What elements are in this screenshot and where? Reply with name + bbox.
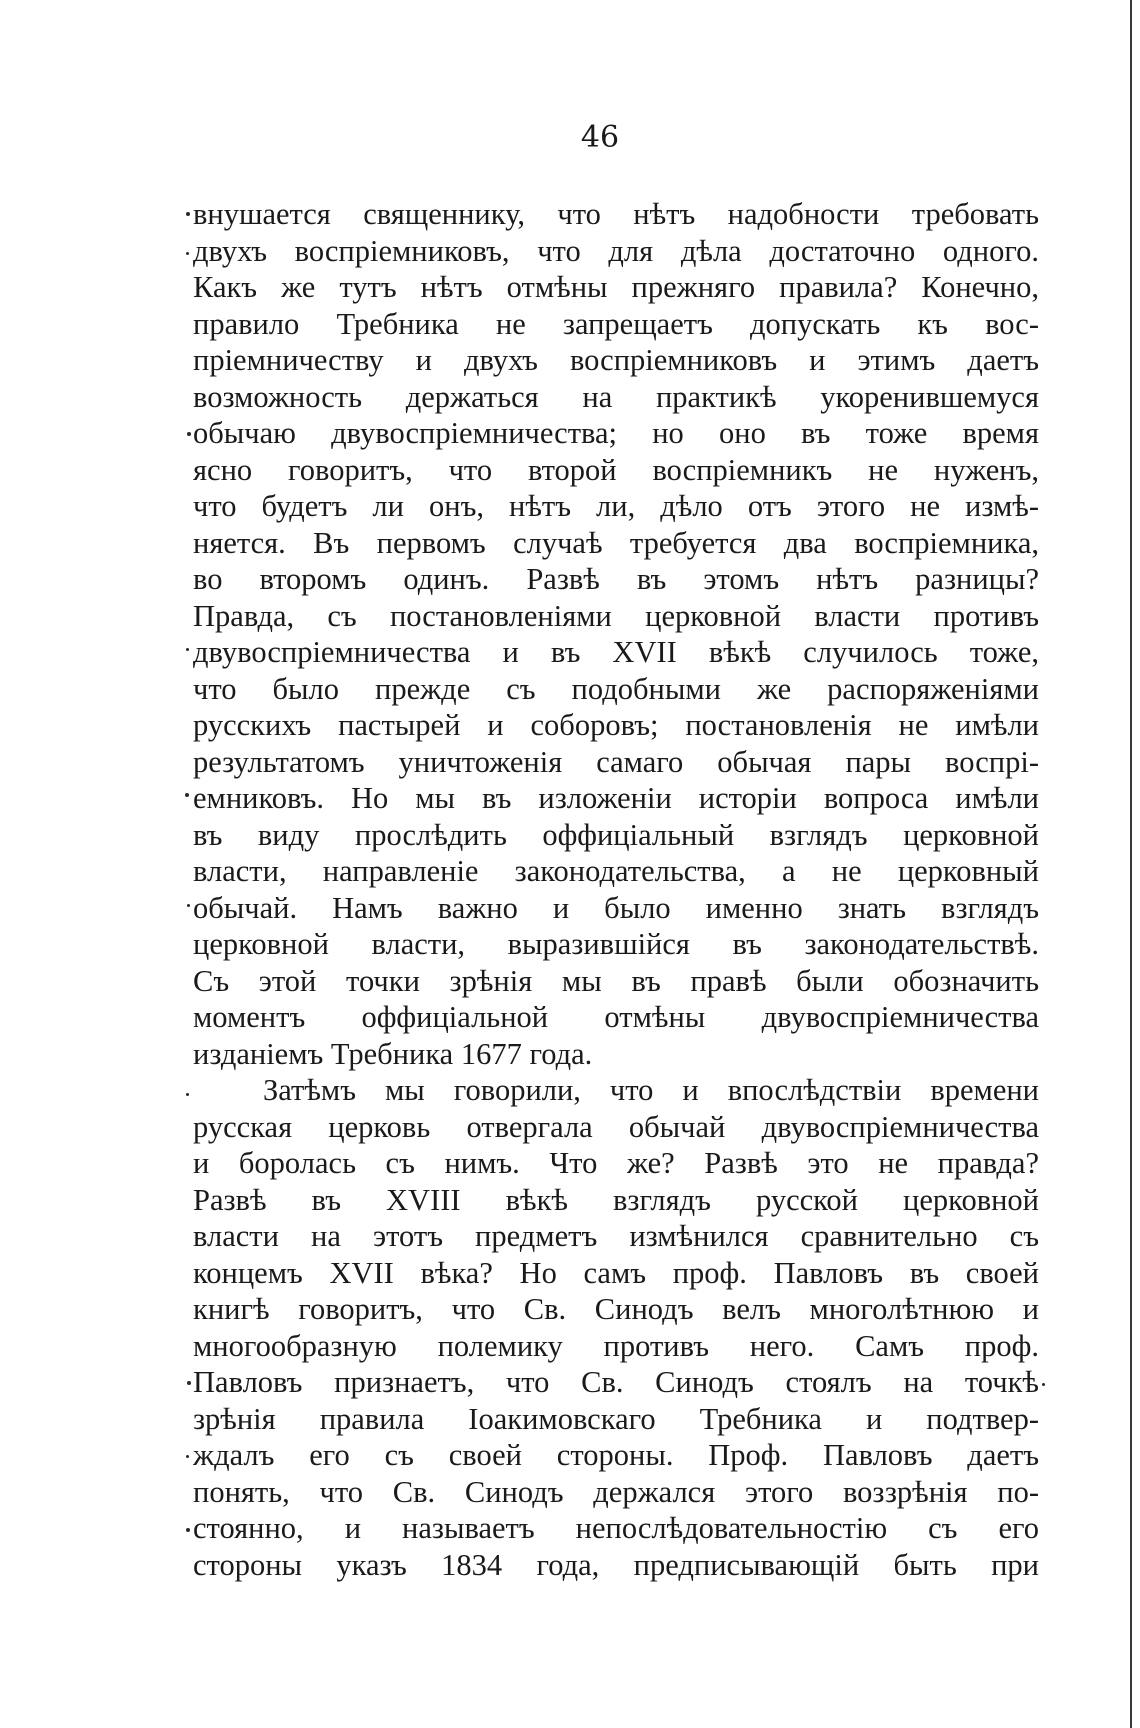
text-line: во второмъ одинъ. Развѣ въ этомъ нѣтъ разницы? (193, 562, 1039, 596)
text-line: понять, что Св. Синодъ держался этого воззрѣнія по- (193, 1474, 1039, 1509)
scan-speck (1042, 1383, 1045, 1386)
text-line: ждалъ его съ своей стороны. Проф. Павловъ даетъ (193, 1438, 1039, 1472)
text-line: обычай. Намъ важно и было именно знать взглядъ (193, 890, 1039, 925)
text-line: внушается священнику, что нѣтъ надобности требовать (193, 197, 1039, 231)
paragraph-last-line: изданіемъ Требника 1677 года. (193, 1036, 593, 1071)
scan-speck (186, 648, 189, 651)
text-line: стоянно, и называетъ непослѣдовательностію съ его (193, 1511, 1039, 1545)
text-line: что было прежде съ подобными же распоряженіями (193, 671, 1039, 706)
text-line: власти на этотъ предметъ измѣнился сравнительно съ (193, 1219, 1039, 1253)
scan-speck (186, 1528, 190, 1532)
text-line: церковной власти, выразившійся въ законодательствѣ. (193, 927, 1039, 961)
body-text (193, 196, 1039, 1583)
text-line: въ виду прослѣдить оффиціальный взглядъ церковной (193, 817, 1039, 852)
text-line: двувоспріемничества и въ XVII вѣкѣ случилось тоже, (193, 635, 1039, 669)
text-line: и боролась съ нимъ. Что же? Развѣ это не правда? (193, 1146, 1039, 1180)
text-line: власти, направленіе законодательства, а не церковный (193, 854, 1039, 888)
text-line: Развѣ въ XVIII вѣкѣ взглядъ русской церковной (193, 1182, 1039, 1217)
text-line: правило Требника не запрещаетъ допускать къ вос- (193, 306, 1039, 341)
text-line: результатомъ уничтоженія самаго обычая пары воспрі- (193, 744, 1039, 779)
scan-speck (186, 1093, 189, 1096)
text-line: пріемничеству и двухъ воспріемниковъ и этимъ даетъ (193, 343, 1039, 377)
text-line: емниковъ. Но мы въ изложеніи исторіи вопроса имѣли (193, 781, 1039, 815)
text-line: книгѣ говоритъ, что Св. Синодъ велъ многолѣтнюю и (193, 1292, 1039, 1326)
scan-speck (187, 904, 190, 907)
page-number: 46 (580, 120, 620, 155)
text-line: зрѣнія правила Іоакимовскаго Требника и подтвер- (193, 1401, 1039, 1436)
text-line: двухъ воспріемниковъ, что для дѣла достаточно одного. (193, 233, 1039, 268)
scan-speck (185, 793, 189, 797)
page-edge-line (1130, 0, 1132, 1728)
scan-speck (187, 1381, 191, 1385)
text-line: возможность держаться на практикѣ укоренившемуся (193, 379, 1039, 414)
text-line: что будетъ ли онъ, нѣтъ ли, дѣло отъ этого не измѣ- (193, 489, 1039, 523)
text-line: няется. Въ первомъ случаѣ требуется два воспріемника, (193, 525, 1039, 560)
scan-speck (186, 1455, 189, 1458)
scan-speck (186, 252, 189, 255)
text-line: русскихъ пастырей и соборовъ; постановленія не имѣли (193, 708, 1039, 742)
paragraph-first-line: Затѣмъ мы говорили, что и впослѣдствіи времени (263, 1073, 1039, 1107)
text-line: Какъ же тутъ нѣтъ отмѣны прежняго правила? Конечно, (193, 270, 1039, 304)
text-line: концемъ XVII вѣка? Но самъ проф. Павловъ въ своей (193, 1255, 1039, 1290)
text-line: многообразную полемику противъ него. Самъ проф. (193, 1328, 1039, 1363)
text-line: обычаю двувоспріемничества; но оно въ тоже время (193, 416, 1039, 450)
scan-speck (187, 432, 191, 436)
text-line: моментъ оффиціальной отмѣны двувоспріемничества (193, 1000, 1039, 1034)
text-line: Съ этой точки зрѣнія мы въ правѣ были обозначить (193, 963, 1039, 998)
text-line: Правда, съ постановленіями церковной власти противъ (193, 598, 1039, 633)
text-line: стороны указъ 1834 года, предписывающій быть при (193, 1547, 1039, 1582)
text-line: Павловъ признаетъ, что Св. Синодъ стоялъ на точкѣ (193, 1365, 1039, 1399)
scan-speck (186, 212, 190, 216)
text-line: русская церковь отвергала обычай двувоспріемничества (193, 1109, 1039, 1144)
text-line: ясно говоритъ, что второй воспріемникъ не нуженъ, (193, 452, 1039, 487)
